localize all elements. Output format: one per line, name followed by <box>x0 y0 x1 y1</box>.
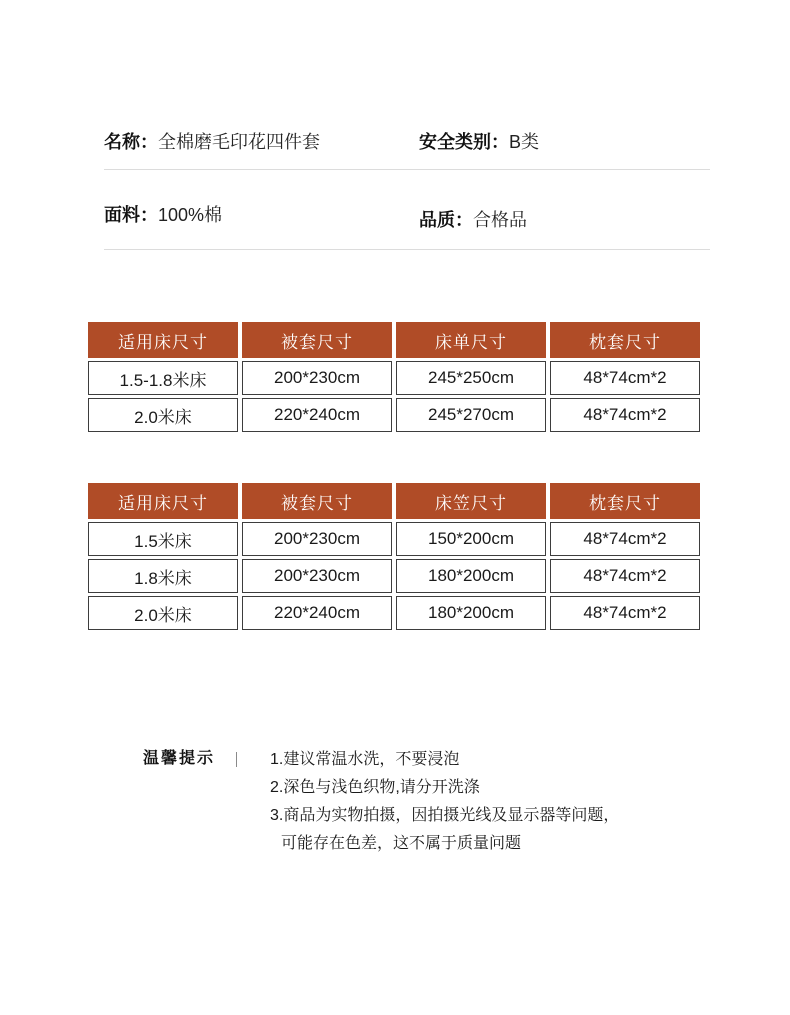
table-header-cell: 枕套尺寸 <box>550 322 700 358</box>
table-header-cell: 床笠尺寸 <box>396 483 546 519</box>
table-cell: 220*240cm <box>242 398 392 432</box>
table-cell: 150*200cm <box>396 522 546 556</box>
tips-list <box>270 746 619 858</box>
tips-line-2: 2.深色与浅色织物,请分开洗涤 <box>270 779 480 796</box>
table-cell: 200*230cm <box>242 361 392 395</box>
product-name-field <box>104 131 419 153</box>
table-cell: 180*200cm <box>396 596 546 630</box>
tips-separator-bar <box>236 752 237 767</box>
table-header-cell: 被套尺寸 <box>242 483 392 519</box>
table-header-cell: 床单尺寸 <box>396 322 546 358</box>
safety-class-value: B类 <box>509 132 540 152</box>
table-cell: 2.0米床 <box>88 398 238 432</box>
table-cell: 1.8米床 <box>88 559 238 593</box>
table-header-cell: 适用床尺寸 <box>88 483 238 519</box>
table-cell: 48*74cm*2 <box>550 522 700 556</box>
tips-section <box>143 746 619 858</box>
table-header-cell: 被套尺寸 <box>242 322 392 358</box>
table-cell: 245*270cm <box>396 398 546 432</box>
table-cell: 48*74cm*2 <box>550 559 700 593</box>
table-cell: 245*250cm <box>396 361 546 395</box>
tips-line-1: 1.建议常温水洗，不要浸泡 <box>270 751 460 768</box>
table-cell: 2.0米床 <box>88 596 238 630</box>
table-cell: 48*74cm*2 <box>550 398 700 432</box>
table-header-cell: 枕套尺寸 <box>550 483 700 519</box>
quality-value: 合格品 <box>473 210 527 230</box>
product-name-label: 名称： <box>104 132 158 152</box>
table-header-cell: 适用床尺寸 <box>88 322 238 358</box>
table-cell: 48*74cm*2 <box>550 596 700 630</box>
table-cell: 1.5-1.8米床 <box>88 361 238 395</box>
fabric-value: 100%棉 <box>158 205 223 225</box>
table-cell: 48*74cm*2 <box>550 361 700 395</box>
safety-class-field <box>419 131 710 153</box>
fabric-field <box>104 204 419 226</box>
product-name-value: 全棉磨毛印花四件套 <box>158 132 320 152</box>
fabric-label: 面料： <box>104 205 158 225</box>
tips-line-3: 3.商品为实物拍摄，因拍摄光线及显示器等问题， <box>270 807 620 824</box>
quality-field <box>419 209 710 231</box>
info-row-2 <box>104 170 710 249</box>
divider-line <box>104 249 710 250</box>
product-info-section <box>104 120 710 250</box>
table-cell: 200*230cm <box>242 522 392 556</box>
info-row-1 <box>104 120 710 169</box>
size-table-flat-sheet <box>88 322 700 432</box>
size-table-fitted-sheet <box>88 483 700 630</box>
table-cell: 220*240cm <box>242 596 392 630</box>
table-cell: 200*230cm <box>242 559 392 593</box>
tips-line-4: 可能存在色差，这不属于质量问题 <box>281 835 522 852</box>
quality-label: 品质： <box>419 210 473 230</box>
table-cell: 1.5米床 <box>88 522 238 556</box>
tips-title: 温馨提示 <box>143 750 216 767</box>
safety-class-label: 安全类别： <box>419 132 509 152</box>
table-cell: 180*200cm <box>396 559 546 593</box>
